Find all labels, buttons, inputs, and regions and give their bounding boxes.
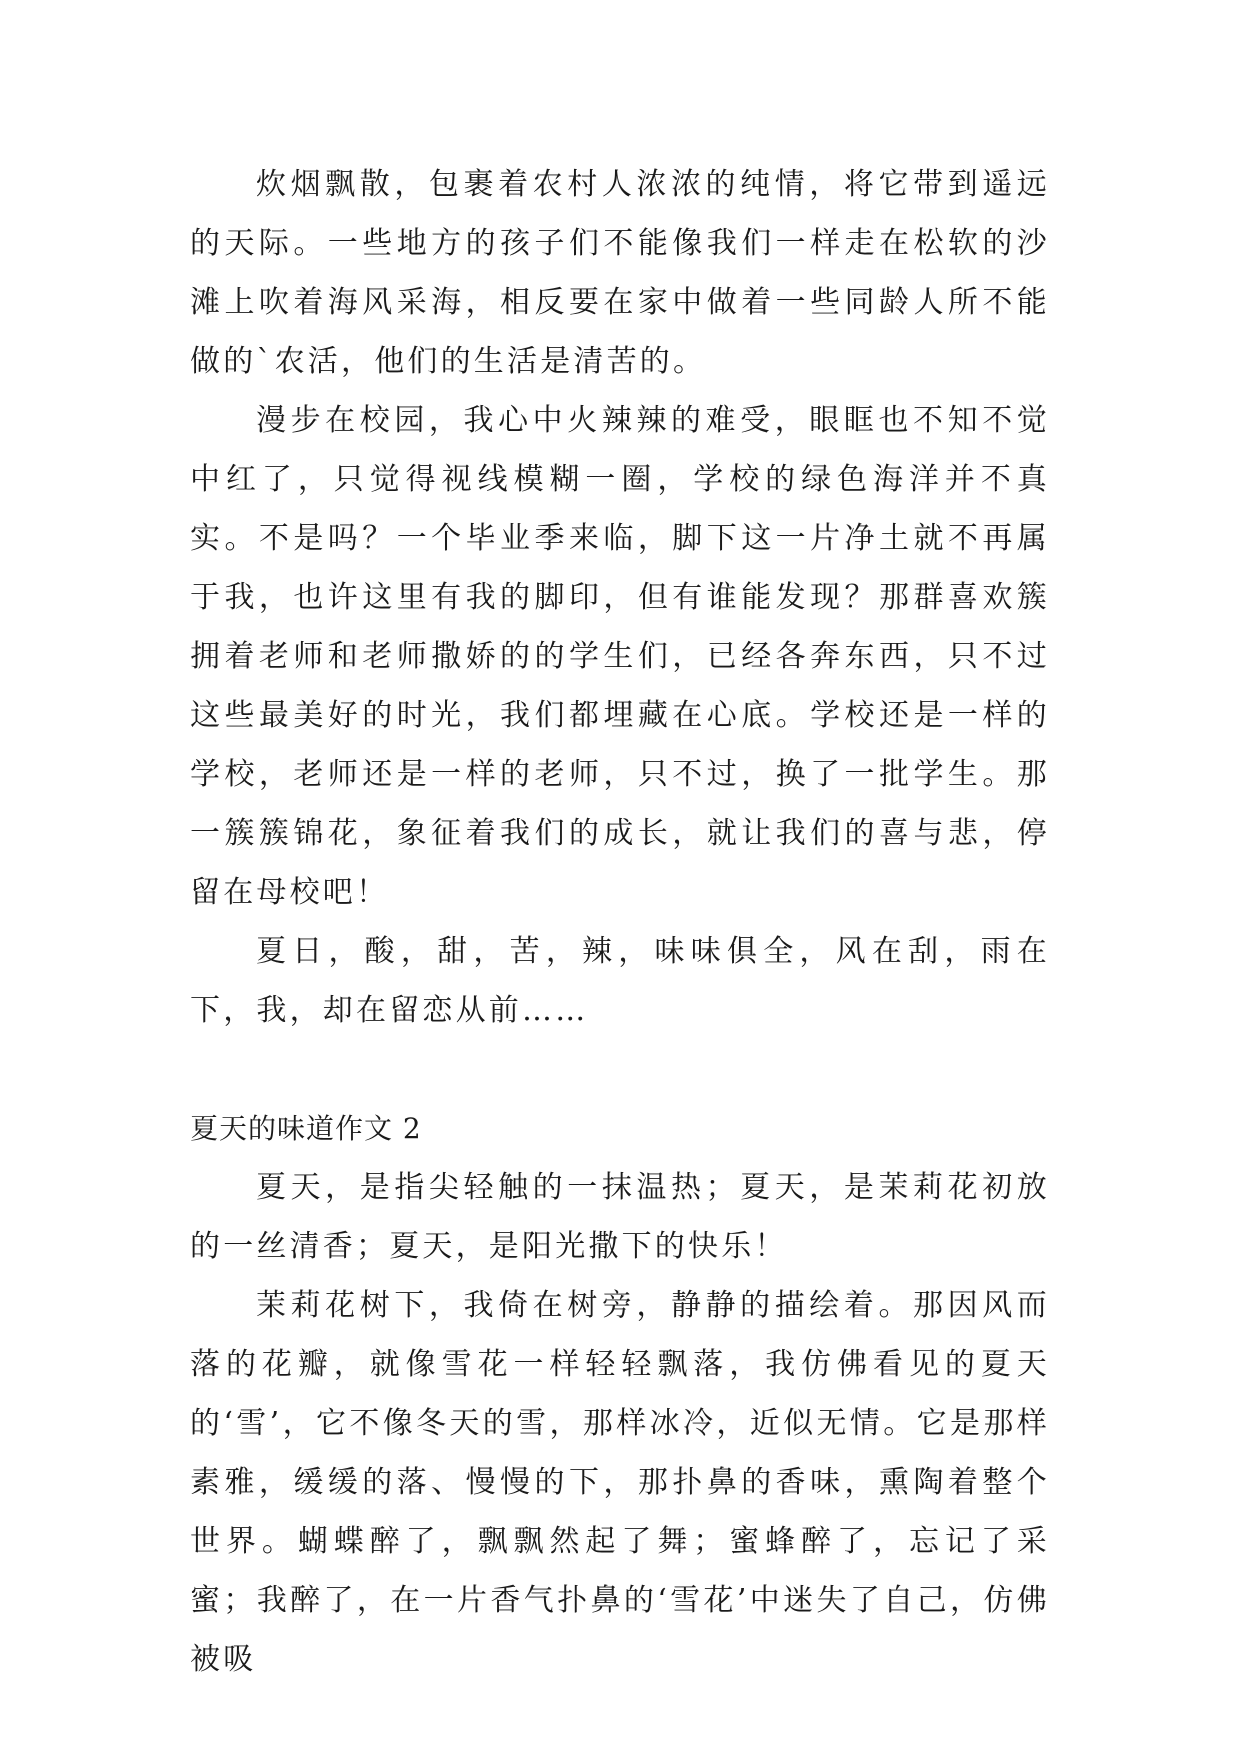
paragraph-summer-flavors: 夏日，酸，甜，苦，辣，味味俱全，风在刮，雨在下，我，却在留恋从前…… bbox=[190, 934, 1050, 1028]
paragraph-jasmine: 茉莉花树下，我倚在树旁，静静的描绘着。那因风而落的花瓣，就像雪花一样轻轻飘落，我仿佛看见的夏天的‘雪’，它不像冬天的雪，那样冰冷，近似无情。它是那样素雅，缓缓的落、慢慢的下，那扑鼻的香味，熏陶着整个世界。蝴蝶醉了，飘飘然起了舞；蜜蜂醉了，忘记了采蜜；我醉了，在一片香气扑鼻的‘雪花’中迷失了自己，仿佛被吸 bbox=[190, 1288, 1050, 1677]
paragraph-campus: 漫步在校园，我心中火辣辣的难受，眼眶也不知不觉中红了，只觉得视线模糊一圈，学校的绿色海洋并不真实。不是吗？一个毕业季来临，脚下这一片净土就不再属于我，也许这里有我的脚印，但有谁能发现？那群喜欢簇拥着老师和老师撒娇的的学生们，已经各奔东西，只不过这些最美好的时光，我们都埋藏在心底。学校还是一样的学校，老师还是一样的老师，只不过，换了一批学生。那一簇簇锦花，象征着我们的成长，就让我们的喜与悲，停留在母校吧！ bbox=[190, 403, 1050, 910]
document-body bbox=[190, 155, 1050, 1689]
section-spacer bbox=[190, 1040, 1050, 1099]
paragraph-summer-intro: 夏天，是指尖轻触的一抹温热；夏天，是茉莉花初放的一丝清香；夏天，是阳光撒下的快乐！ bbox=[190, 1170, 1050, 1264]
paragraph-smoke: 炊烟飘散，包裹着农村人浓浓的纯情，将它带到遥远的天际。一些地方的孩子们不能像我们一样走在松软的沙滩上吹着海风采海，相反要在家中做着一些同龄人所不能做的`农活，他们的生活是清苦的。 bbox=[190, 167, 1050, 379]
section-heading: 夏天的味道作文 2 bbox=[190, 1112, 422, 1145]
